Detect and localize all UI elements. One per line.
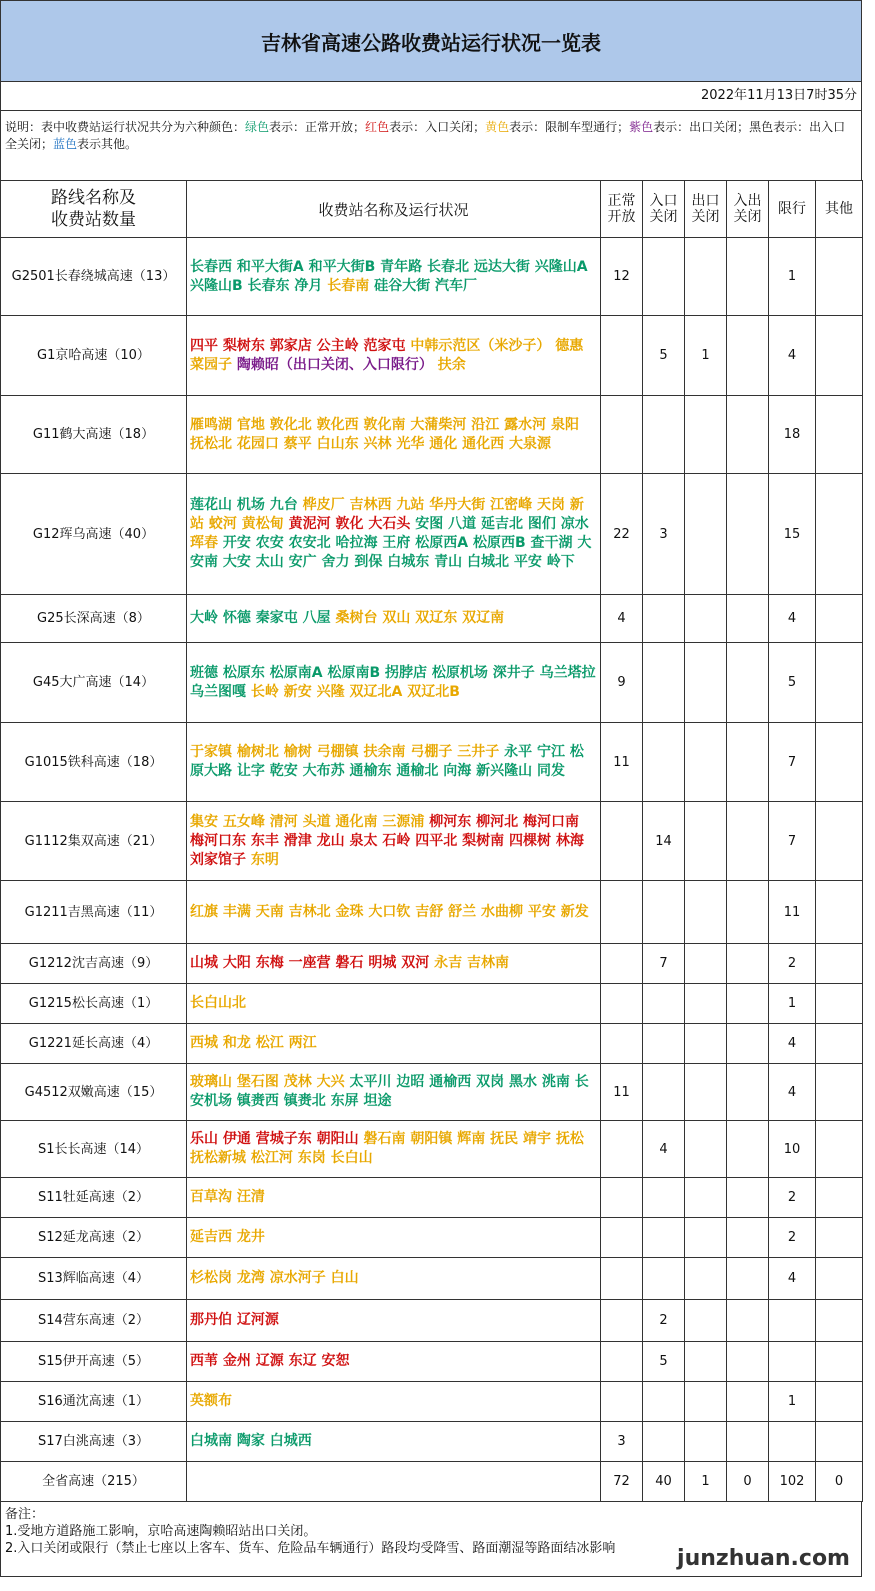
route-name: S17白洮高速（3） <box>1 1422 187 1462</box>
count-open <box>601 984 643 1024</box>
header-limit: 限行 <box>769 181 816 238</box>
route-name: S12延龙高速（2） <box>1 1218 187 1258</box>
count-out <box>685 595 727 643</box>
total-stations <box>187 1462 601 1502</box>
station-table <box>0 180 863 1502</box>
route-name: G45大广高速（14） <box>1 643 187 723</box>
count-other <box>816 723 863 802</box>
count-all <box>727 316 769 396</box>
count-open: 12 <box>601 238 643 316</box>
station-segment: 白城南 陶家 白城西 <box>190 1433 312 1449</box>
station-segment: 东明 <box>246 851 279 868</box>
count-other <box>816 316 863 396</box>
route-name: G1215松长高速（1） <box>1 984 187 1024</box>
count-out <box>685 474 727 595</box>
total-open: 72 <box>601 1462 643 1502</box>
route-name: S11牡延高速（2） <box>1 1178 187 1218</box>
table-row <box>1 1422 863 1462</box>
count-open <box>601 1178 643 1218</box>
count-other <box>816 396 863 474</box>
station-list <box>187 1218 601 1258</box>
count-open <box>601 1258 643 1300</box>
station-segment: 山城 大阳 东梅 一座营 磐石 明城 双河 <box>190 955 435 971</box>
count-other <box>816 1382 863 1422</box>
station-list <box>187 1024 601 1064</box>
route-name: S16通沈高速（1） <box>1 1382 187 1422</box>
count-other <box>816 881 863 944</box>
route-name: G2501长春绕城高速（13） <box>1 238 187 316</box>
table-row <box>1 1064 863 1121</box>
count-open <box>601 881 643 944</box>
count-out <box>685 1422 727 1462</box>
legend-black: 黑色 <box>749 120 774 134</box>
legend-blue-text: 表示其他。 <box>77 137 138 151</box>
header-route: 路线名称及 收费站数量 <box>1 181 187 238</box>
count-in: 14 <box>643 802 685 881</box>
count-limit: 2 <box>769 1218 816 1258</box>
count-limit <box>769 1342 816 1382</box>
station-segment: 永平 宁江 松原大路 让字 乾安 大布苏 通榆东 通榆北 向海 新兴隆山 同发 <box>190 744 584 779</box>
count-in <box>643 881 685 944</box>
table-row <box>1 984 863 1024</box>
count-all <box>727 1178 769 1218</box>
station-list <box>187 723 601 802</box>
route-name: G1212沈吉高速（9） <box>1 944 187 984</box>
remarks-title: 备注： <box>5 1507 45 1522</box>
total-in: 40 <box>643 1462 685 1502</box>
count-other <box>816 1422 863 1462</box>
count-in: 3 <box>643 474 685 595</box>
count-all <box>727 474 769 595</box>
station-segment: 陶赖昭（出口关闭、入口限行） <box>236 356 433 373</box>
total-limit: 102 <box>769 1462 816 1502</box>
station-list <box>187 1121 601 1178</box>
count-in: 4 <box>643 1121 685 1178</box>
count-out <box>685 984 727 1024</box>
count-other <box>816 1064 863 1121</box>
station-segment: 柳河东 柳河北 梅河口南 梅河口东 东丰 滑津 龙山 泉太 石岭 四平北 梨树南 四棵树 林海 刘家馆子 <box>190 813 584 868</box>
station-list <box>187 802 601 881</box>
station-segment: 雁鸣湖 官地 敦化北 敦化西 敦化南 大蒲柴河 沿江 露水河 泉阳 抚松北 花园口 蔡平 白山东 兴林 光华 通化 通化西 大泉源 <box>190 416 579 452</box>
count-out: 1 <box>685 316 727 396</box>
station-segment: 大岭 怀德 秦家屯 八屋 <box>190 610 336 626</box>
station-segment: 磐石南 朝阳镇 辉南 抚民 靖宇 抚松 抚松新城 松江河 东岗 长白山 <box>190 1131 584 1166</box>
count-limit: 1 <box>769 1382 816 1422</box>
count-other <box>816 474 863 595</box>
count-open: 11 <box>601 1064 643 1121</box>
count-out <box>685 881 727 944</box>
route-name: G1112集双高速（21） <box>1 802 187 881</box>
table-row <box>1 643 863 723</box>
page-title: 吉林省高速公路收费站运行状况一览表 <box>0 0 862 81</box>
route-name: S13辉临高速（4） <box>1 1258 187 1300</box>
count-open <box>601 1121 643 1178</box>
count-out <box>685 396 727 474</box>
count-other <box>816 238 863 316</box>
station-segment: 西苇 金州 辽源 东辽 安恕 <box>190 1353 350 1369</box>
count-open: 9 <box>601 643 643 723</box>
count-other <box>816 1300 863 1342</box>
header-all-closed: 入出 关闭 <box>727 181 769 238</box>
count-limit: 11 <box>769 881 816 944</box>
legend-red: 红色 <box>365 120 390 134</box>
station-segment: 长春西 和平大街A 和平大街B 青年路 长春北 远达大街 兴隆山A 兴隆山B 长春东 净月 <box>190 258 588 294</box>
count-in <box>643 1382 685 1422</box>
legend-red-text: 表示：入口关闭； <box>389 120 486 134</box>
table-row <box>1 802 863 881</box>
station-segment: 长春南 <box>327 277 370 294</box>
station-segment: 英额布 <box>190 1393 232 1409</box>
table-row <box>1 1218 863 1258</box>
station-segment: 开安 农安 农安北 哈拉海 王府 松原西A 松原西B 查干湖 大安南 大安 太山 安广 舍力 到保 白城东 青山 白城北 平安 岭下 <box>190 535 592 570</box>
count-limit: 4 <box>769 1024 816 1064</box>
count-limit: 1 <box>769 984 816 1024</box>
note-prefix: 说明：表中收费站运行状况共分为六种颜色： <box>5 120 246 134</box>
route-name: G1京哈高速（10） <box>1 316 187 396</box>
count-in <box>643 1024 685 1064</box>
count-limit: 2 <box>769 944 816 984</box>
count-out <box>685 1121 727 1178</box>
count-other <box>816 1218 863 1258</box>
remarks-line-1: 1.受地方道路施工影响，京哈高速陶赖昭站出口关闭。 <box>5 1524 317 1539</box>
count-all <box>727 1300 769 1342</box>
count-all <box>727 1342 769 1382</box>
count-in <box>643 1064 685 1121</box>
route-name: G11鹤大高速（18） <box>1 396 187 474</box>
count-other <box>816 944 863 984</box>
station-segment: 桑树台 双山 双辽东 双辽南 <box>335 610 505 626</box>
header-exit-closed: 出口 关闭 <box>685 181 727 238</box>
count-in <box>643 643 685 723</box>
count-limit: 4 <box>769 316 816 396</box>
count-in <box>643 1422 685 1462</box>
table-row <box>1 1300 863 1342</box>
count-all <box>727 396 769 474</box>
header-open: 正常 开放 <box>601 181 643 238</box>
station-list <box>187 1064 601 1121</box>
count-limit: 4 <box>769 1258 816 1300</box>
count-all <box>727 944 769 984</box>
table-row <box>1 1121 863 1178</box>
count-other <box>816 1121 863 1178</box>
count-other <box>816 595 863 643</box>
station-list <box>187 944 601 984</box>
count-open <box>601 802 643 881</box>
timestamp: 2022年11月13日7时35分 <box>0 81 862 110</box>
legend-purple-text: 表示：出口关闭； <box>653 120 750 134</box>
count-open <box>601 1342 643 1382</box>
count-open <box>601 316 643 396</box>
count-out <box>685 1024 727 1064</box>
count-limit: 7 <box>769 802 816 881</box>
station-list <box>187 238 601 316</box>
count-limit: 4 <box>769 1064 816 1121</box>
route-name: G1221延长高速（4） <box>1 1024 187 1064</box>
station-segment: 百草沟 汪清 <box>190 1189 265 1205</box>
count-in <box>643 723 685 802</box>
total-all: 0 <box>727 1462 769 1502</box>
count-in <box>643 1258 685 1300</box>
count-all <box>727 1218 769 1258</box>
station-list <box>187 1382 601 1422</box>
count-all <box>727 723 769 802</box>
station-segment: 班德 松原东 松原南A 松原南B 拐脖店 松原机场 深井子 乌兰塔拉 乌兰图嘎 <box>190 664 596 700</box>
header-entrance-closed: 入口 关闭 <box>643 181 685 238</box>
station-list <box>187 1422 601 1462</box>
station-segment: 扶余 <box>432 356 466 373</box>
route-name: S1长长高速（14） <box>1 1121 187 1178</box>
station-segment: 乐山 伊通 营城子东 朝阳山 <box>190 1131 359 1147</box>
legend-note <box>0 110 862 180</box>
total-other: 0 <box>816 1462 863 1502</box>
station-list <box>187 396 601 474</box>
table-row <box>1 1258 863 1300</box>
station-segment: 长白山北 <box>190 995 246 1011</box>
station-segment: 延吉西 龙井 <box>190 1229 265 1245</box>
station-segment: 安图 八道 延吉北 图们 凉水 <box>410 516 589 532</box>
station-segment: 四平 梨树东 郭家店 公主岭 范家屯 <box>190 337 411 354</box>
table-row <box>1 1178 863 1218</box>
count-in <box>643 1178 685 1218</box>
legend-black-text: 表示：出入口全关闭； <box>5 120 846 151</box>
count-all <box>727 802 769 881</box>
count-out <box>685 643 727 723</box>
count-in <box>643 984 685 1024</box>
legend-green: 绿色 <box>245 120 270 134</box>
table-row <box>1 944 863 984</box>
count-out <box>685 944 727 984</box>
count-open: 3 <box>601 1422 643 1462</box>
count-in: 2 <box>643 1300 685 1342</box>
table-row <box>1 1024 863 1064</box>
count-out <box>685 1178 727 1218</box>
count-in <box>643 1218 685 1258</box>
route-name: G25长深高速（8） <box>1 595 187 643</box>
station-list <box>187 595 601 643</box>
count-other <box>816 802 863 881</box>
legend-yellow: 黄色 <box>485 120 510 134</box>
count-out <box>685 1218 727 1258</box>
count-limit: 1 <box>769 238 816 316</box>
station-list <box>187 881 601 944</box>
legend-blue: 蓝色 <box>53 137 78 151</box>
count-open: 4 <box>601 595 643 643</box>
count-limit: 5 <box>769 643 816 723</box>
count-out <box>685 238 727 316</box>
station-segment: 太平川 边昭 通榆西 双岗 黑水 洮南 长安机场 镇赉西 镇赉北 东屏 坦途 <box>190 1074 589 1109</box>
count-other <box>816 643 863 723</box>
count-out <box>685 1382 727 1422</box>
count-open <box>601 944 643 984</box>
count-limit <box>769 1422 816 1462</box>
station-segment: 集安 五女峰 清河 头道 通化南 三源浦 <box>190 813 430 830</box>
count-open <box>601 1024 643 1064</box>
count-all <box>727 1064 769 1121</box>
table-row <box>1 396 863 474</box>
total-out: 1 <box>685 1462 727 1502</box>
total-row <box>1 1462 863 1502</box>
count-all <box>727 1258 769 1300</box>
table-row <box>1 723 863 802</box>
legend-yellow-text: 表示：限制车型通行； <box>509 120 630 134</box>
count-all <box>727 1121 769 1178</box>
count-out <box>685 723 727 802</box>
header-other: 其他 <box>816 181 863 238</box>
station-list <box>187 474 601 595</box>
station-segment: 玻璃山 堡石图 茂林 大兴 <box>190 1074 350 1090</box>
count-in: 5 <box>643 1342 685 1382</box>
station-segment: 红旗 丰满 天南 吉林北 金珠 大口钦 吉舒 舒兰 水曲柳 平安 新发 <box>190 903 589 920</box>
station-segment: 黄泥河 敦化 大石头 <box>288 516 411 532</box>
count-limit: 2 <box>769 1178 816 1218</box>
station-segment: 莲花山 机场 九台 <box>190 497 303 513</box>
count-open <box>601 1382 643 1422</box>
station-segment: 长岭 新安 兴隆 双辽北A 双辽北B <box>250 683 460 700</box>
count-all <box>727 238 769 316</box>
station-segment: 于家镇 榆树北 榆树 弓棚镇 扶余南 弓棚子 三井子 <box>190 744 505 760</box>
count-open: 11 <box>601 723 643 802</box>
route-name: G12珲乌高速（40） <box>1 474 187 595</box>
watermark: junzhuan.com <box>677 1546 850 1571</box>
station-list <box>187 1258 601 1300</box>
table-row <box>1 595 863 643</box>
count-open <box>601 1300 643 1342</box>
station-segment: 那丹伯 辽河源 <box>190 1312 279 1328</box>
station-list <box>187 984 601 1024</box>
count-limit <box>769 1300 816 1342</box>
count-out <box>685 1258 727 1300</box>
table-row <box>1 1342 863 1382</box>
count-all <box>727 984 769 1024</box>
station-segment: 桦皮厂 吉林西 九站 华丹大街 江密峰 天岗 新站 蛟河 黄松甸 <box>190 497 584 532</box>
count-other <box>816 1258 863 1300</box>
station-list <box>187 316 601 396</box>
count-other <box>816 1342 863 1382</box>
count-other <box>816 1178 863 1218</box>
remarks-line-2: 2.入口关闭或限行（禁止七座以上客车、货车、危险品车辆通行）路段均受降雪、路面潮湿等路面结冰影响 <box>5 1541 616 1556</box>
count-limit: 15 <box>769 474 816 595</box>
count-in: 7 <box>643 944 685 984</box>
route-name: G4512双嫩高速（15） <box>1 1064 187 1121</box>
count-all <box>727 881 769 944</box>
route-name: S15伊开高速（5） <box>1 1342 187 1382</box>
count-limit: 18 <box>769 396 816 474</box>
table-row <box>1 1382 863 1422</box>
count-open: 22 <box>601 474 643 595</box>
count-out <box>685 1064 727 1121</box>
count-other <box>816 984 863 1024</box>
table-row <box>1 238 863 316</box>
count-other <box>816 1024 863 1064</box>
station-segment: 西城 和龙 松江 两江 <box>190 1035 317 1051</box>
count-limit: 7 <box>769 723 816 802</box>
total-route: 全省高速（215） <box>1 1462 187 1502</box>
count-all <box>727 1382 769 1422</box>
count-all <box>727 1422 769 1462</box>
station-segment: 硅谷大街 汽车厂 <box>369 277 478 294</box>
count-limit: 10 <box>769 1121 816 1178</box>
count-limit: 4 <box>769 595 816 643</box>
route-name: G1015铁科高速（18） <box>1 723 187 802</box>
station-list <box>187 643 601 723</box>
route-name: G1211吉黑高速（11） <box>1 881 187 944</box>
count-open <box>601 1218 643 1258</box>
count-out <box>685 1300 727 1342</box>
count-all <box>727 595 769 643</box>
route-name: S14营东高速（2） <box>1 1300 187 1342</box>
count-in <box>643 396 685 474</box>
table-row <box>1 881 863 944</box>
count-out <box>685 802 727 881</box>
station-segment: 永吉 吉林南 <box>434 955 509 971</box>
table-row <box>1 474 863 595</box>
count-in <box>643 238 685 316</box>
count-in: 5 <box>643 316 685 396</box>
station-list <box>187 1178 601 1218</box>
legend-purple: 紫色 <box>629 120 654 134</box>
header-stations: 收费站名称及运行状况 <box>187 181 601 238</box>
station-segment: 中韩示范区（米沙子） 德惠 菜园子 <box>190 337 584 373</box>
station-list <box>187 1300 601 1342</box>
station-segment: 杉松岗 龙湾 凉水河子 白山 <box>190 1270 359 1286</box>
count-open <box>601 396 643 474</box>
count-all <box>727 1024 769 1064</box>
count-out <box>685 1342 727 1382</box>
table-row <box>1 316 863 396</box>
station-segment: 珲春 <box>190 535 218 551</box>
legend-green-text: 表示：正常开放； <box>269 120 366 134</box>
count-all <box>727 643 769 723</box>
station-list <box>187 1342 601 1382</box>
table-header <box>1 181 863 238</box>
count-in <box>643 595 685 643</box>
